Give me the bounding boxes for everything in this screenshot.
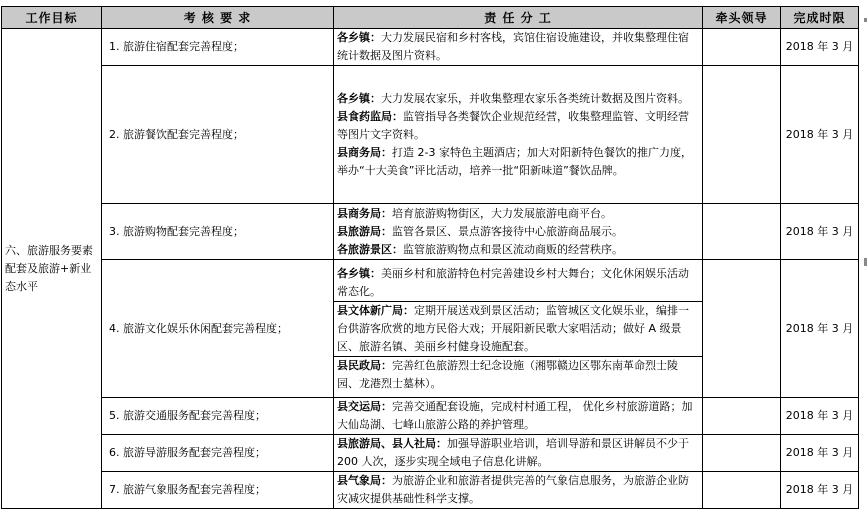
lead-cell [703,398,781,435]
duty-org: 县文体新广局： [337,303,414,317]
requirement-cell: 6. 旅游导游服务配套完善程度； [102,435,334,472]
table-row [2,66,859,204]
duty-text: 打造 2-3 家特色主题酒店；加大对阳新特色餐饮的推广力度，举办“十大美食”评比活动，培养一批“阳新味道”餐饮品牌。 [337,145,692,177]
duty-org: 县商务局： [337,206,392,220]
duty-text: 加强导游职业培训，培训导游和景区讲解员不少于 200 人次，逐步实现全域电子信息化讲解。 [337,437,689,468]
header-goal: 工作目标 [2,7,102,29]
deadline-cell: 2018 年 3 月 [781,398,859,435]
duty-org: 县民政局： [337,358,392,372]
deadline-cell: 2018 年 3 月 [781,29,859,66]
duty-item [337,108,699,144]
duty-item [337,435,699,471]
duty-item [337,223,699,241]
duty-org: 各旅游景区： [337,242,403,256]
requirement-cell: 1. 旅游住宿配套完善程度； [102,29,334,66]
header-row [2,7,859,29]
duty-item [337,472,699,508]
duty-org: 县食药监局： [337,109,403,123]
requirement-cell: 3. 旅游购物配套完善程度； [102,204,334,260]
responsibility-cell [334,66,703,204]
requirement-cell: 2. 旅游餐饮配套完善程度； [102,66,334,204]
requirement-cell: 5. 旅游交通服务配套完善程度； [102,398,334,435]
duty-item [337,265,699,301]
header-responsibility: 责 任 分 工 [334,7,703,29]
lead-cell [703,260,781,398]
deadline-cell: 2018 年 3 月 [781,204,859,260]
duty-item [337,398,699,434]
duty-item [337,29,699,65]
duty-item [337,205,699,223]
duty-item [337,90,699,108]
duty-text: 监管旅游购物点和景区流动商贩的经营秩序。 [403,242,623,256]
responsibility-cell [334,398,703,435]
table-row [2,29,859,66]
duty-org: 县商务局： [337,145,392,159]
table-row [2,435,859,472]
table-row [2,260,859,398]
page-edge-marker [864,258,867,266]
requirement-cell: 7. 旅游气象服务配套完善程度； [102,472,334,509]
requirement-cell: 4. 旅游文化娱乐休闲配套完善程度； [102,260,334,398]
lead-cell [703,472,781,509]
duty-text: 定期开展送戏到景区活动；监管城区文化娱乐业，编排一台供游客欣赏的地方民俗大戏；开展阳新民歌大家唱活动；做好 A 级景区、旅游名镇、美丽乡村健身设施配套。 [337,303,689,353]
responsibility-cell [334,29,703,66]
lead-cell [703,204,781,260]
duty-item [337,144,699,180]
table-row [2,398,859,435]
duty-text: 为旅游企业和旅游者提供完善的气象信息服务，为旅游企业防灾减灾提供基础性科学支撑。 [337,474,689,505]
duty-text: 美丽乡村和旅游特色村完善建设乡村大舞台；文化休闲娱乐活动常态化。 [337,266,689,298]
deadline-cell: 2018 年 3 月 [781,66,859,204]
duty-text: 培育旅游购物街区，大力发展旅游电商平台。 [392,206,612,220]
header-deadline: 完成时限 [781,7,859,29]
responsibility-cell [334,204,703,260]
duty-text: 大力发展民宿和乡村客栈，宾馆住宿设施建设，并收集整理住宿统计数据及图片资料。 [337,31,689,62]
responsibility-cell [334,260,703,398]
duty-org: 县交运局： [337,400,392,413]
table-row [2,204,859,260]
lead-cell [703,435,781,472]
duty-text: 监管各景区、景点游客接待中心旅游商品展示。 [392,224,623,238]
assessment-table [1,6,859,509]
deadline-cell: 2018 年 3 月 [781,260,859,398]
duty-org: 县旅游局、县人社局： [337,437,447,450]
duty-org: 各乡镇： [337,91,381,105]
duty-item [337,241,699,259]
duty-text: 大力发展农家乐，并收集整理农家乐各类统计数据及图片资料。 [381,91,689,105]
duty-org: 各乡镇： [337,31,381,44]
responsibility-cell [334,435,703,472]
lead-cell [703,66,781,204]
header-lead: 牵头领导 [703,7,781,29]
goal-cell: 六、旅游服务要素配套及旅游+新业态水平 [2,29,102,509]
lead-cell [703,29,781,66]
deadline-cell: 2018 年 3 月 [781,435,859,472]
duty-item [334,356,702,393]
duty-org: 各乡镇： [337,266,381,280]
duty-item [334,301,702,356]
responsibility-cell [334,472,703,509]
duty-org: 县旅游局： [337,224,392,238]
duty-text: 完善交通配套设施，完成村村通工程， 优化乡村旅游道路；加大仙岛湖、七峰山旅游公路的养护管理。 [337,400,693,431]
duty-org: 县气象局： [337,474,392,487]
duty-text: 完善红色旅游烈士纪念设施（湘鄂赣边区鄂东南革命烈士陵园、龙港烈士墓林）。 [337,358,678,390]
table-row [2,472,859,509]
header-requirement: 考 核 要 求 [102,7,334,29]
duty-text: 监管指导各类餐饮企业规范经营，收集整理监管、文明经营等图片文字资料。 [337,109,689,141]
deadline-cell: 2018 年 3 月 [781,472,859,509]
page-edge-marker [864,18,867,22]
